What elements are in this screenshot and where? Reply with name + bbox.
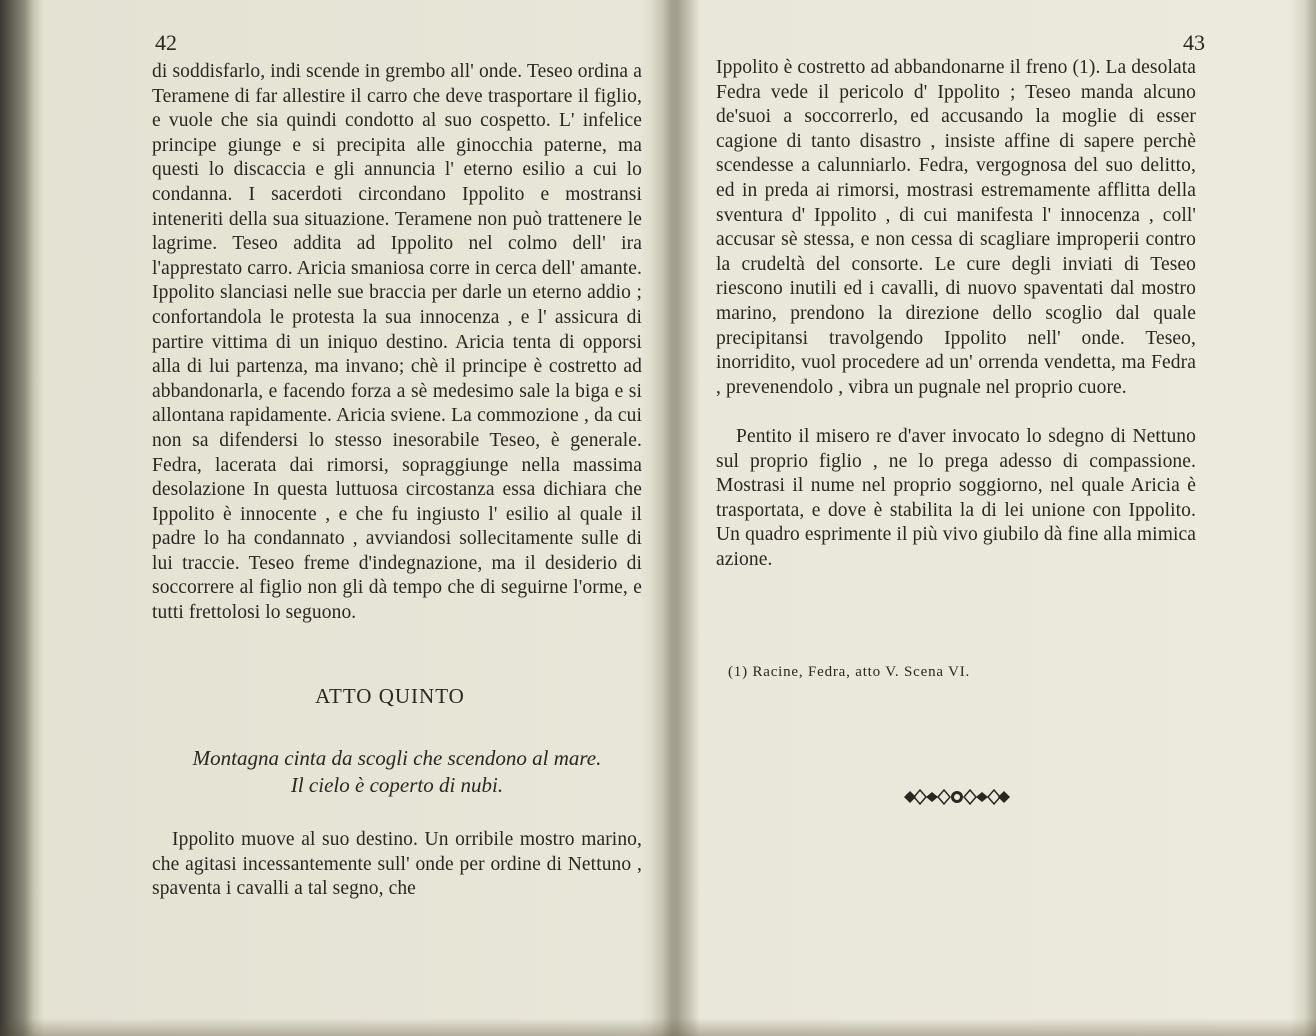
page-bottom-edge xyxy=(0,1018,1316,1036)
right-page-second-paragraph: Pentito il misero re d'aver invocato lo sdegno di Nettuno sul proprio figlio , ne lo prega adesso di compassione. Mostrasi il nume nel proprio soggiorno, nel quale Aricia è trasportata, e dove è stabilita la di lei unione con Ippolito. Un quadro esprimente il più vivo giubilo dà fine alla mimica azione. xyxy=(716,426,1196,570)
right-page-main-text: Ippolito è costretto ad abbandonarne il freno (1). La desolata Fedra vede il pericolo d' Ippolito ; Teseo manda alcuno de'suoi a soccorrerlo, ed accusando la moglie di esser cagione di tanto disastro , insiste affine di sapere perchè scendesse a calunniarlo. Fedra, vergognosa del suo delitto, ed in preda ai rimorsi, mostrasi estremamente afflitta della sventura d' Ippolito , di cui manifesta l' innocenza , coll' accusar sè stessa, e non cessa di scagliare improperii contro la crudeltà del consorte. Le cure degli inviati di Teseo riescono inutili ed i cavalli, di nuovo spaventati dal mostro marino, prendono la direzione dello scoglio dal quale precipitansi travolgendo Ippolito nell' onde. Teseo, inorridito, vuol procedere ad un' orrenda vendetta, ma Fedra , prevenendolo , vibra un pugnale nel proprio cuore. xyxy=(716,57,1196,398)
scene-description xyxy=(152,745,642,799)
left-page-main-text: di soddisfarlo, indi scende in grembo all' onde. Teseo ordina a Teramene di far allestire il carro che deve trasportare il figlio, e vuole che sia quindi condotto al suo cospetto. L' infelice principe giunge e si precipita alle ginocchia paterne, ma questi lo discaccia e gli annuncia l' eterno esilio a cui lo condanna. I sacerdoti circondano Ippolito e mostransi inteneriti della sua situazione. Teramene non può trattenere le lagrime. Teseo addita ad Ippolito nel colmo dell' ira l'apprestato carro. Aricia smaniosa corre in cerca dell' amante. Ippolito slanciasi nelle sue braccia per darle un eterno addio ; confortandola le protesta la sua innocenza , e l' assicura di partire vittima di un iniquo destino. Aricia tenta di opporsi alla di lui partenza, ma invano; chè il principe è costretto ad abbandonarla, e facendo forza a sè medesimo sale la biga e si allontana rapidamente. Aricia sviene. La commozione , da cui non sa difendersi lo stesso inesorabile Teseo, è generale. Fedra, lacerata dai rimorsi, sopraggiunge nella massima desolazione In questa luttuosa circostanza essa dichiara che Ippolito è innocente , e che fu ingiusto l' esilio al quale il padre lo ha condannato , avviandosi sollecitamente sulle di lui traccie. Teseo freme d'indegnazione, ma il desiderio di soccorrere al figlio non gli dà tempo che di seguirne l'orme, e tutti frettolosi lo seguono. xyxy=(152,61,642,624)
scene-description-line-1: Montagna cinta da scogli che scendono al mare. xyxy=(192,746,602,770)
left-page xyxy=(40,0,670,1036)
scene-description-line-2: Il cielo è coperto di nubi. xyxy=(290,773,504,797)
left-page-final-text: Ippolito muove al suo destino. Un orribile mostro marino, che agitasi incessantemente sull' onde per ordine di Nettuno , spaventa i cavalli a tal segno, che xyxy=(152,829,642,900)
right-page xyxy=(688,0,1308,1036)
page-number-right: 43 xyxy=(1183,30,1205,55)
footnote: (1) Racine, Fedra, atto V. Scena VI. xyxy=(728,664,971,680)
page-number-left: 42 xyxy=(155,30,177,55)
act-title: ATTO QUINTO xyxy=(315,684,465,708)
ornament-icon xyxy=(902,786,1012,808)
